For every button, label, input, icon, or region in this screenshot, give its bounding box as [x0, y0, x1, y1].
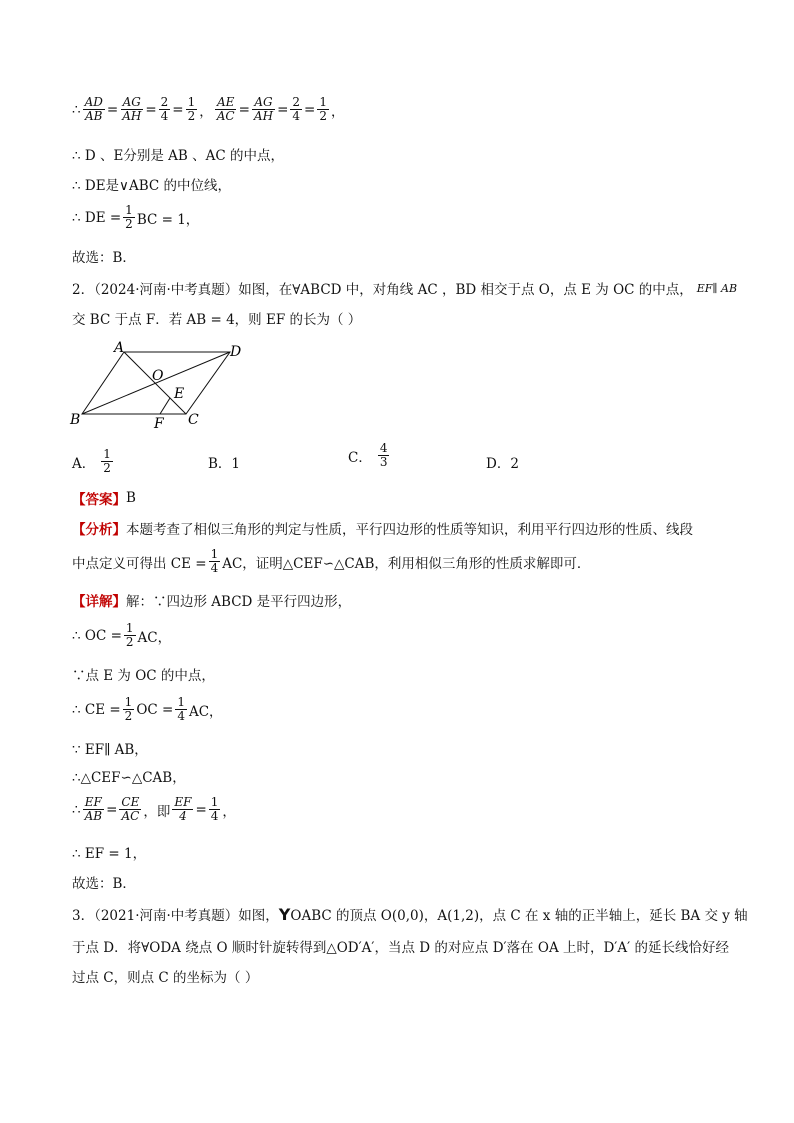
answer-value: B	[126, 490, 136, 506]
question-2-line-2: 交 BC 于点 F．若 AB = 4，则 EF 的长为（ ）	[72, 312, 362, 328]
therefore-symbol: ∴	[72, 101, 81, 118]
detail-tag: 【详解】	[72, 594, 126, 610]
detail-line-e-midpoint: ∵点 E 为 OC 的中点，	[72, 668, 215, 684]
detail-line-choice: 故选：B．	[72, 876, 136, 892]
answer-choice-line: 故选：B．	[72, 250, 136, 266]
fraction-1-4: $\frac{1}{4}$	[210, 547, 219, 576]
answer-tag: 【答案】	[72, 492, 126, 508]
label-f: F	[154, 416, 164, 432]
label-b: B	[70, 412, 81, 428]
detail-line-parallel: ∵ EF∥ AB，	[72, 742, 148, 758]
detail-line-oc: ∴ OC = $\frac{1}{2}$ AC，	[72, 621, 172, 650]
analysis-line-2: 中点定义可得出 CE = $\frac{1}{4}$ AC，证明△CEF∽△CAB，利用相似三角形的性质求解即可．	[72, 547, 591, 576]
fraction-ae-ac: $\frac{AE}{AC}$	[216, 95, 235, 124]
question-3-line-1: 3．（2021·河南·中考真题）如图， Y OABC 的顶点 O(0,0)，A(1,2)，点 C 在 x 轴的正半轴上，延长 BA 交 y 轴	[72, 904, 748, 924]
fraction-2-4: $\frac{2}{4}$	[160, 95, 169, 124]
fraction-ag-ah: $\frac{AG}{AH}$	[122, 95, 142, 124]
option-c-fraction: $\frac{4}{3}$	[379, 441, 388, 470]
fraction-ce-ac: $\frac{CE}{AC}$	[121, 795, 140, 824]
question-3-line-3: 过点 C，则点 C 的坐标为（ ）	[72, 970, 259, 986]
fraction-ad-ab: $\frac{AD}{AB}$	[84, 95, 103, 124]
fraction-2-4-b: $\frac{2}{4}$	[292, 95, 301, 124]
solution-line-midpoints: ∴ D 、E分别是 AB 、AC 的中点，	[72, 148, 284, 164]
solution-line-ratio: ∴ $\frac{AD}{AB}$ = $\frac{AG}{AH}$ = $\frac{2}{4}$ = $\frac{1}{2}$ ， $\frac{AE}{AC}$ = $\frac{AG}{AH}$ = $\frac{2}{4}$ = $\frac{1}{2}$ ，	[72, 95, 345, 124]
fraction-1-2-b: $\frac{1}{2}$	[319, 95, 327, 124]
solution-line-de: ∴ DE = $\frac{1}{2}$ BC = 1，	[72, 203, 200, 232]
detail-line-ratio: ∴ $\frac{EF}{AB}$ = $\frac{CE}{AC}$ ，即 $\frac{EF}{4}$ = $\frac{1}{4}$ ，	[72, 795, 236, 824]
parallelogram-glyph: Y	[278, 904, 291, 924]
question-2-line-1: 2．（2024·河南·中考真题）如图，在∀ABCD 中，对角线 AC ，BD 相交于点 O，点 E 为 OC 的中点， EF∥ AB	[72, 281, 738, 298]
fraction-1-2-c: $\frac{1}{2}$	[125, 203, 133, 232]
label-c: C	[188, 412, 199, 428]
option-c: C． $\frac{4}{3}$	[348, 441, 388, 470]
option-b: B．1	[208, 456, 241, 472]
option-d: D．2	[486, 456, 519, 472]
label-a: A	[114, 340, 125, 356]
segment-ef	[160, 398, 170, 414]
detail-line-1: 【详解】 解：∵四边形 ABCD 是平行四边形，	[72, 590, 351, 610]
fraction-ef-4: $\frac{EF}{4}$	[174, 795, 192, 824]
answer-line	[72, 488, 136, 508]
fraction-ag-ah-2: $\frac{AG}{AH}$	[253, 95, 274, 124]
analysis-tag: 【分析】	[72, 522, 126, 538]
label-e: E	[174, 386, 185, 402]
fraction-1-2-d: $\frac{1}{2}$	[125, 621, 134, 650]
label-o: O	[152, 368, 164, 384]
question-3-line-2: 于点 D．将∀ODA 绕点 O 顺时针旋转得到△OD′A′，当点 D 的对应点 D′落在 OA 上时，D′A′ 的延长线恰好经	[72, 940, 729, 956]
detail-line-similar: ∴△CEF∽△CAB，	[72, 770, 186, 786]
option-a: A． $\frac{1}{2}$	[72, 447, 111, 476]
fraction-ef-ab: $\frac{EF}{AB}$	[84, 795, 103, 824]
fraction-1-4-b: $\frac{1}{4}$	[177, 695, 185, 724]
solution-line-midline: ∴ DE是∨ABC 的中位线，	[72, 178, 231, 194]
fraction-1-4-c: $\frac{1}{4}$	[210, 795, 219, 824]
label-d: D	[230, 344, 242, 360]
detail-line-ef: ∴ EF = 1，	[72, 846, 147, 862]
parallelogram-figure	[68, 338, 258, 433]
fraction-1-2: $\frac{1}{2}$	[187, 95, 196, 124]
analysis-line-1: 【分析】 本题考查了相似三角形的判定与性质，平行四边形的性质等知识，利用平行四边形的性质、线段	[72, 518, 693, 538]
detail-line-ce: ∴ CE = $\frac{1}{2}$ OC = $\frac{1}{4}$ AC，	[72, 695, 223, 724]
fraction-1-2-e: $\frac{1}{2}$	[124, 695, 133, 724]
option-a-fraction: $\frac{1}{2}$	[103, 447, 111, 476]
